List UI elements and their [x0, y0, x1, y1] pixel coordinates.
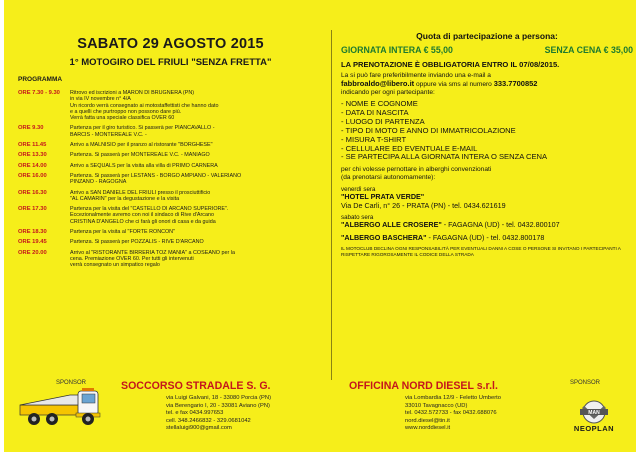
program-item — [18, 190, 323, 203]
program-line: CRISTINA D'ANGELO che ci farà gli onori di casa e da guida — [70, 218, 216, 225]
neoplan-logo-text: NEOPLAN — [573, 424, 615, 433]
contact-line-3: indicando per ogni partecipante: — [341, 89, 435, 96]
program-list — [18, 90, 323, 269]
requirement-item: - NOME E COGNOME — [341, 100, 633, 109]
program-item — [18, 142, 323, 148]
program-item — [18, 163, 323, 169]
sponsor-label-left: SPONSOR — [56, 380, 87, 386]
sponsor-soccorso-name: SOCCORSO STRADALE S. G. — [121, 380, 271, 392]
sponsor-norddiesel-info — [405, 395, 501, 433]
hotel-alle-crosere-info: - FAGAGNA (UD) - tel. 0432.800107 — [441, 220, 560, 230]
program-line: BARCIS - MONTEREALE V.C. - — [70, 131, 147, 138]
program-line: Partenza. Si passerà per POZZALIS - RIVE D'ARCANO — [70, 239, 204, 246]
hotel-alle-crosere — [341, 221, 633, 230]
program-line: e a quelli che purtroppo non possono dare più. — [70, 108, 182, 115]
sponsor-info-line: via Lombardia 12/9 - Feletto Umberto — [405, 395, 502, 401]
program-line: Ritrovo ed iscrizioni a MARON DI BRUGNERA (PN) — [70, 90, 195, 96]
hotel-friday — [341, 186, 633, 210]
price-full-day: GIORNATA INTERA € 55,00 — [341, 45, 453, 55]
saturday-label: sabato sera — [341, 214, 374, 222]
sponsor-info-line: stellaluigi900@gmail.com — [166, 425, 232, 432]
program-line: verrà consegnato un simpatico regalo — [70, 262, 160, 269]
price-row — [341, 45, 633, 55]
program-time: ORE 16.00 — [18, 172, 47, 179]
program-description — [70, 190, 323, 203]
hotel-prata-verde: "HOTEL PRATA VERDE" — [341, 192, 425, 202]
program-time: ORE 16.30 — [18, 189, 47, 196]
tow-truck-icon — [18, 377, 104, 437]
event-subtitle: 1° MOTOGIRO DEL FRIULI "SENZA FRETTA" — [69, 57, 272, 68]
program-line: "AL CAMARIN" per la degustazione e la visita — [70, 195, 180, 202]
sponsor-info-line: www.norddiesel.it — [405, 425, 451, 432]
hotel-alle-crosere-name: "ALBERGO ALLE CROSERE" — [341, 220, 442, 230]
disclaimer: IL MOTOCLUB DECLINA OGNI RESPONSABILITÀ PER EVENTUALI DANNI A COSE O PERSONE SI INVITANO I PARTECIPANTI A RISPETTARE RIGOROSAMENTE IL CODICE DELLA STRADA — [341, 246, 621, 258]
man-neoplan-logo-icon — [566, 400, 622, 440]
program-description — [70, 239, 323, 245]
program-description — [70, 229, 323, 235]
program-line: Arrivo a MALNISIO per il pranzo al ristorante "BORGHESE" — [70, 142, 213, 149]
quota-heading: Quota di partecipazione a persona: — [416, 31, 558, 41]
requirement-item: - DATA DI NASCITA — [341, 109, 633, 118]
friday-label: venerdì sera — [341, 186, 376, 194]
program-line: Verrà fatta una speciale classifica OVER 60 — [70, 115, 175, 122]
program-description — [70, 173, 323, 186]
program-time: ORE 19.45 — [18, 239, 47, 246]
man-logo-text: MAN — [588, 410, 600, 416]
program-column — [18, 36, 323, 269]
program-line: Partenza. Si passerà per MONTEREALE V.C. - MANIAGO — [70, 152, 210, 159]
info-column — [341, 31, 633, 258]
contact-phone[interactable]: 333.7700852 — [493, 79, 538, 88]
program-line: Eccezionalmente avremo con noi il sindaco di Rive d'Arcano — [70, 212, 214, 219]
program-description — [70, 206, 323, 225]
hotel-prata-verde-info: Via De Carli, n° 26 - PRATA (PN) - tel. 0434.621619 — [341, 200, 506, 210]
contact-email[interactable]: fabbroaldo@libero.it — [341, 79, 415, 88]
program-line: Arrivo al "RISTORANTE BIRRERIA TOZ MANIA" a COSEANO per la — [70, 249, 235, 256]
program-line: Partenza. Si passerà per LESTANS - BORGO AMPIANO - VALERIANO — [70, 172, 242, 179]
event-date-title: SABATO 29 AGOSTO 2015 — [77, 36, 264, 52]
sponsor-info-line: via Luigi Galvani, 18 - 33080 Porcia (PN) — [166, 395, 272, 401]
program-item — [18, 229, 323, 235]
program-item — [18, 125, 323, 138]
program-line: Un ricordo verrà consegnato ai motostaffettisti che hanno dato — [70, 102, 219, 109]
program-heading: PROGRAMMA — [18, 76, 63, 83]
contact-line-2 — [341, 80, 633, 89]
program-time: ORE 11.45 — [18, 142, 47, 149]
program-time: ORE 18.30 — [18, 229, 47, 236]
requirement-item: - MISURA T-SHIRT — [341, 136, 633, 145]
program-line: in via IV novembre n° 4/A — [70, 96, 131, 103]
sponsor-info-line: tel. 0432.572733 - fax 0432.688076 — [405, 410, 497, 417]
program-item — [18, 206, 323, 225]
program-time: ORE 7.30 - 9.30 — [18, 90, 60, 96]
contact-or-sms: oppure via sms al numero — [414, 81, 494, 88]
contact-text — [341, 72, 633, 97]
program-time: ORE 17.30 — [18, 206, 47, 213]
sponsor-info-line: cell. 348.2466832 - 329.0681042 — [166, 417, 251, 424]
program-time: ORE 14.00 — [18, 162, 47, 169]
requirement-item: - LUOGO DI PARTENZA — [341, 118, 633, 127]
sponsor-info-line: nord.diesel@tin.it — [405, 417, 450, 424]
program-line: Partenza per la visita del "CASTELLO DI ARCANO SUPERIORE". — [70, 206, 229, 213]
program-item — [18, 239, 323, 245]
booking-deadline: LA PRENOTAZIONE È OBBLIGATORIA ENTRO IL 07/08/2015. — [341, 60, 560, 69]
contact-line-1: La si può fare preferibilmente inviando una e-mail a — [341, 72, 491, 79]
program-description — [70, 142, 323, 148]
requirement-item: - CELLULARE ED EVENTUALE E-MAIL — [341, 145, 633, 154]
sponsor-norddiesel-name: OFFICINA NORD DIESEL s.r.l. — [349, 380, 498, 392]
hotel-intro-2: (da prenotarsi autonomamente): — [341, 174, 436, 182]
program-item — [18, 152, 323, 158]
program-line: Arrivo a SEQUALS per la visita alla villa di PRIMO CARNERA — [70, 162, 218, 169]
program-item — [18, 90, 323, 121]
program-line: PINZANO - RAGOGNA — [70, 179, 127, 186]
hotel-baschera — [341, 234, 633, 243]
hotel-intro — [341, 166, 633, 182]
column-divider — [331, 30, 332, 380]
program-item — [18, 250, 323, 269]
sponsor-info-line: 33010 Tavagnacco (UD) — [405, 402, 468, 409]
program-item — [18, 173, 323, 186]
program-description — [70, 250, 323, 269]
price-no-dinner: SENZA CENA € 35,00 — [544, 45, 633, 55]
requirement-item: - SE PARTECIPA ALLA GIORNATA INTERA O SENZA CENA — [341, 153, 633, 162]
sponsor-label-right: SPONSOR — [570, 380, 601, 386]
program-line: cena. Premiazione OVER 60. Per tutti gli intervenuti — [70, 255, 194, 262]
program-time: ORE 9.30 — [18, 125, 44, 132]
sponsor-info-line: tel. e fax 0434.997653 — [166, 410, 224, 417]
requirement-item: - TIPO DI MOTO E ANNO DI IMMATRICOLAZIONE — [341, 127, 633, 136]
hotel-baschera-info: - FAGAGNA (UD) - tel. 0432.800178 — [426, 232, 545, 242]
program-line: Partenza per la visita al "FORTE RONCON" — [70, 229, 175, 236]
hotel-intro-1: per chi volesse pernottare in alberghi convenzionati — [341, 166, 492, 174]
program-line: Arrivo a SAN DANIELE DEL FRIULI presso il prosciuttificio — [70, 189, 211, 196]
sponsor-soccorso-info — [166, 395, 271, 433]
program-line: Partenza per il giro turistico. Si passerà per PIANCAVALLO - — [70, 125, 215, 132]
program-time: ORE 20.00 — [18, 249, 47, 256]
hotel-saturday — [341, 214, 633, 242]
program-time: ORE 13.30 — [18, 152, 47, 159]
sponsor-info-line: via Berengario I, 20 - 33081 Aviano (PN) — [166, 402, 270, 409]
program-description — [70, 163, 323, 169]
requirements-list — [341, 100, 633, 162]
program-description — [70, 125, 323, 138]
program-description — [70, 152, 323, 158]
hotel-baschera-name: "ALBERGO BASCHERA" — [341, 232, 427, 242]
flyer-sheet — [4, 0, 636, 452]
program-description — [70, 90, 323, 121]
